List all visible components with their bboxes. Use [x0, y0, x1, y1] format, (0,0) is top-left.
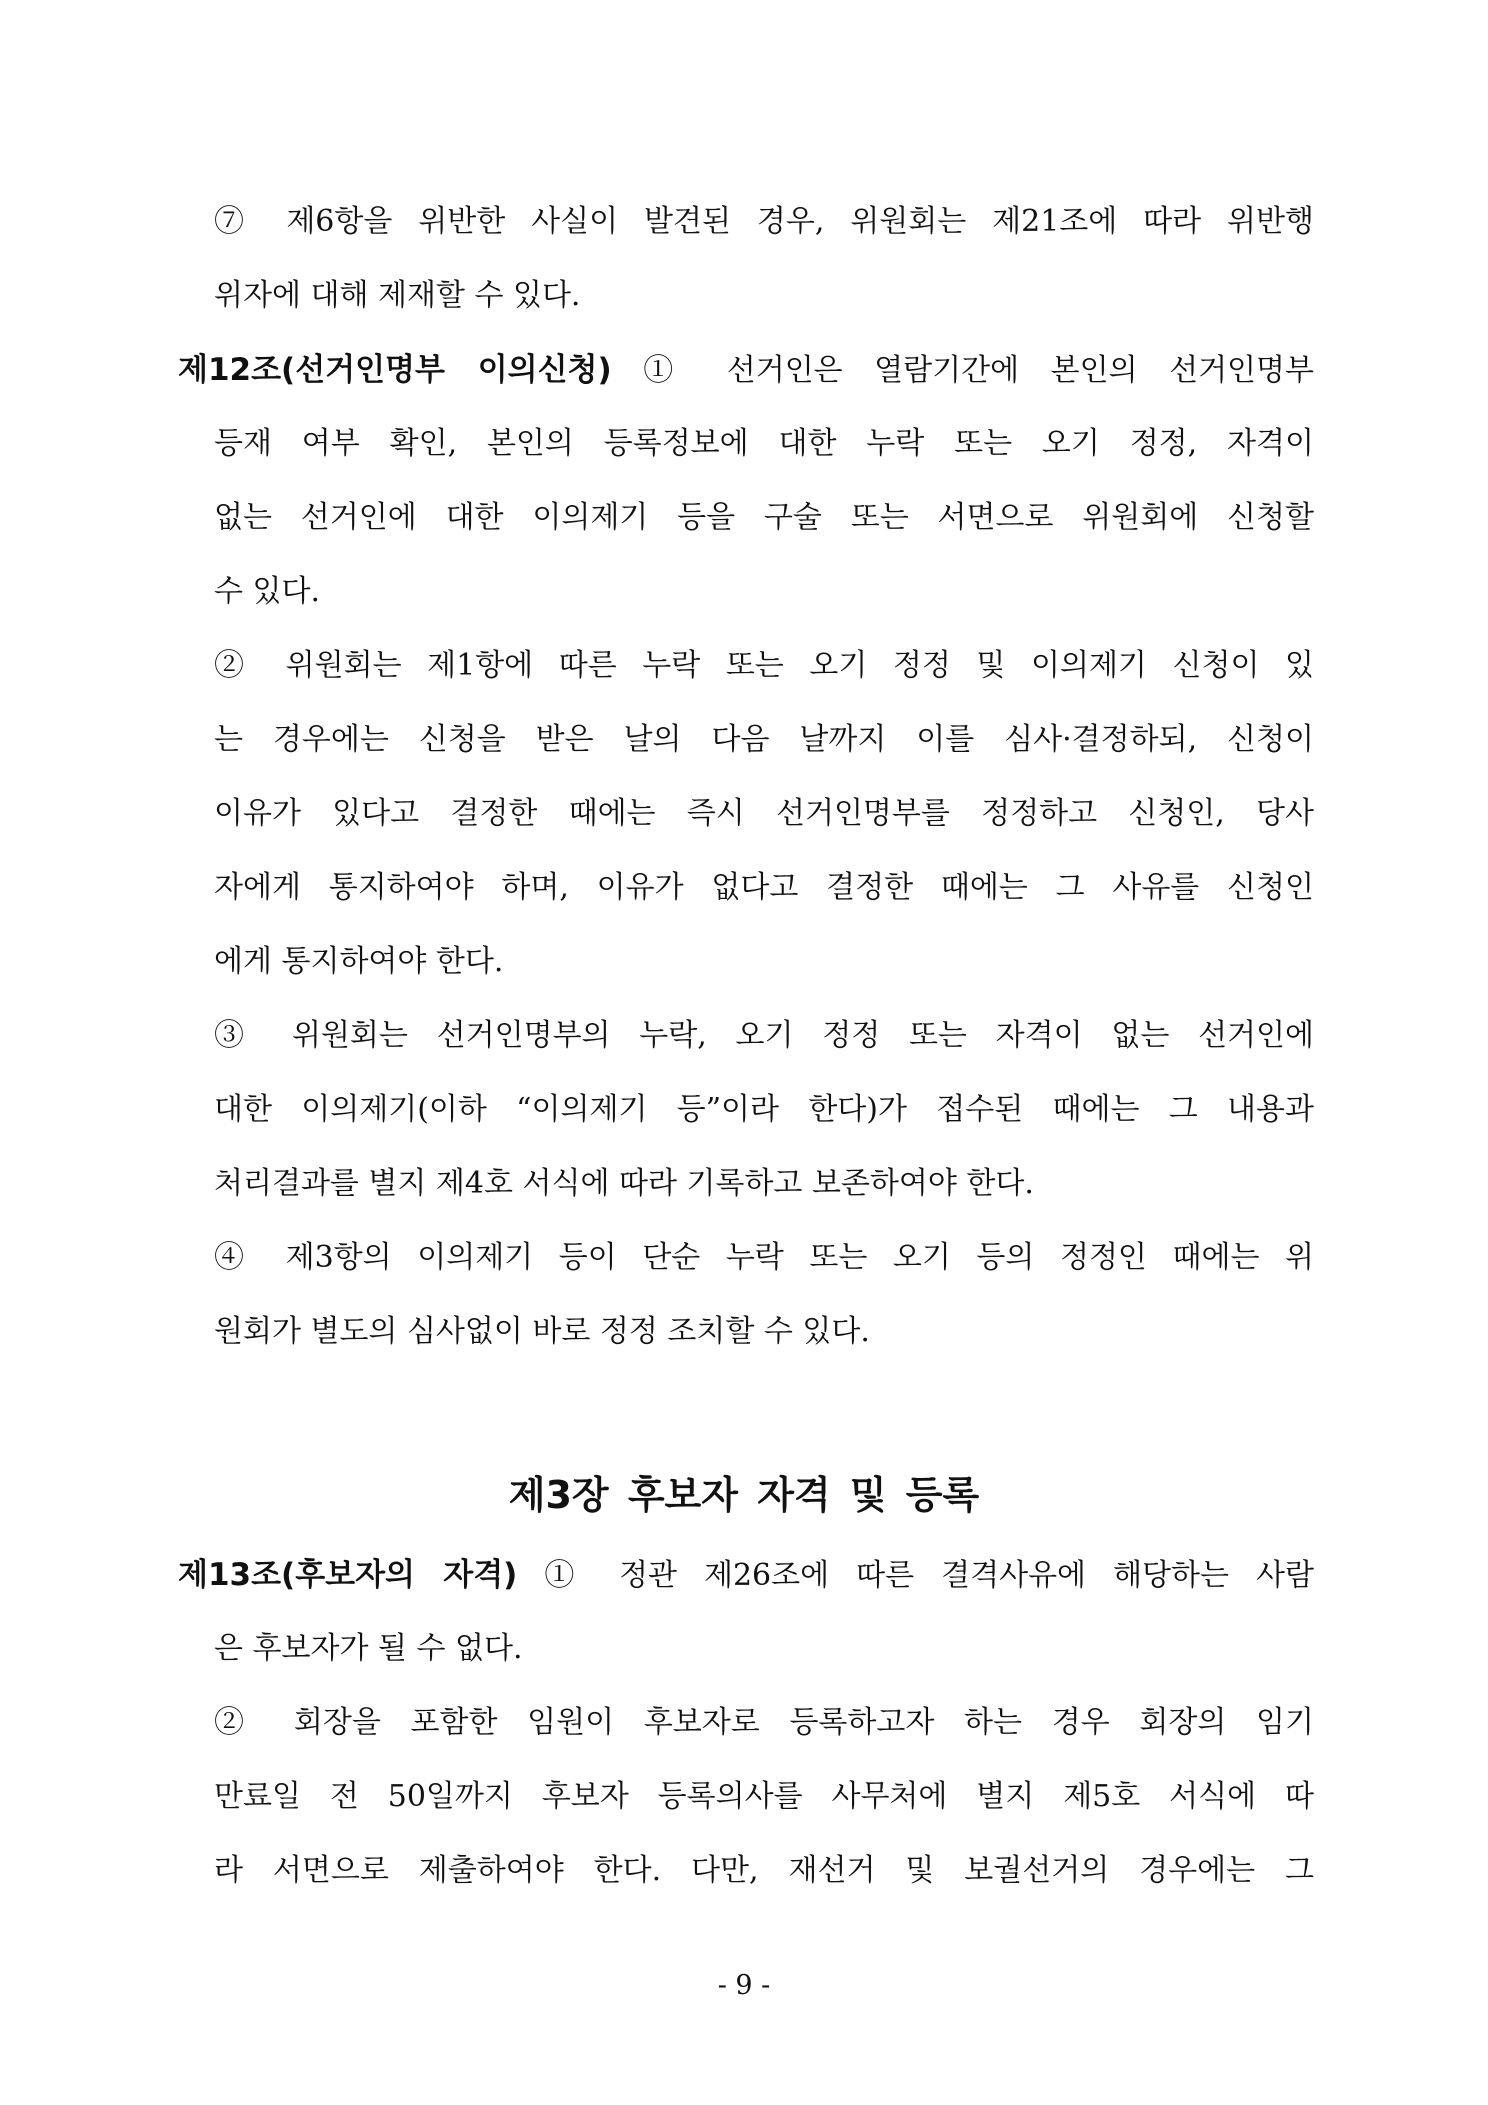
page-number: - 9 -: [717, 1970, 771, 2001]
text-line: 는 경우에는 신청을 받은 날의 다음 날까지 이를 심사·결정하되, 신청이: [214, 722, 1314, 757]
text-line: 은 후보자가 될 수 없다.: [214, 1631, 523, 1666]
text-line: 원회가 별도의 심사없이 바로 정정 조치할 수 있다.: [214, 1314, 870, 1349]
text-line: ④ 제3항의 이의제기 등이 단순 누락 또는 오기 등의 정정인 때에는 위: [214, 1240, 1314, 1275]
chapter-title: 제3장 후보자 자격 및 등록: [508, 1473, 980, 1517]
text-line: 수 있다.: [214, 574, 321, 609]
article-12-first-line: [178, 350, 1314, 391]
article-12-heading: 제12조(선거인명부 이의신청): [178, 352, 612, 388]
text-line: 만료일 전 50일까지 후보자 등록의사를 사무처에 별지 제5호 서식에 따: [214, 1779, 1314, 1814]
text-line: ③ 위원회는 선거인명부의 누락, 오기 정정 또는 자격이 없는 선거인에: [214, 1018, 1314, 1053]
article-12-first-line-text: ① 선거인은 열람기간에 본인의 선거인명부: [611, 353, 1314, 388]
text-line: 위자에 대해 제재할 수 있다.: [214, 278, 581, 313]
text-line: 이유가 있다고 결정한 때에는 즉시 선거인명부를 정정하고 신청인, 당사: [214, 796, 1314, 831]
text-line: 없는 선거인에 대한 이의제기 등을 구술 또는 서면으로 위원회에 신청할: [214, 500, 1314, 535]
text-line: ② 위원회는 제1항에 따른 누락 또는 오기 정정 및 이의제기 신청이 있: [214, 648, 1314, 683]
article-13-first-line-text: ① 정관 제26조에 따른 결격사유에 해당하는 사람: [517, 1558, 1314, 1593]
text-line: 에게 통지하여야 한다.: [214, 944, 504, 979]
text-line: 라 서면으로 제출하여야 한다. 다만, 재선거 및 보궐선거의 경우에는 그: [214, 1853, 1314, 1888]
article-13-heading: 제13조(후보자의 자격): [178, 1557, 518, 1593]
text-line: ⑦ 제6항을 위반한 사실이 발견된 경우, 위원회는 제21조에 따라 위반행: [214, 204, 1314, 239]
text-line: 자에게 통지하여야 하며, 이유가 없다고 결정한 때에는 그 사유를 신청인: [214, 870, 1314, 905]
article-13-first-line: [178, 1555, 1314, 1596]
text-line: ② 회장을 포함한 임원이 후보자로 등록하고자 하는 경우 회장의 임기: [214, 1705, 1314, 1740]
text-line: 대한 이의제기(이하 “이의제기 등”이라 한다)가 접수된 때에는 그 내용과: [214, 1092, 1314, 1127]
text-line: 처리결과를 별지 제4호 서식에 따라 기록하고 보존하여야 한다.: [214, 1166, 1034, 1201]
text-line: 등재 여부 확인, 본인의 등록정보에 대한 누락 또는 오기 정정, 자격이: [214, 426, 1314, 461]
